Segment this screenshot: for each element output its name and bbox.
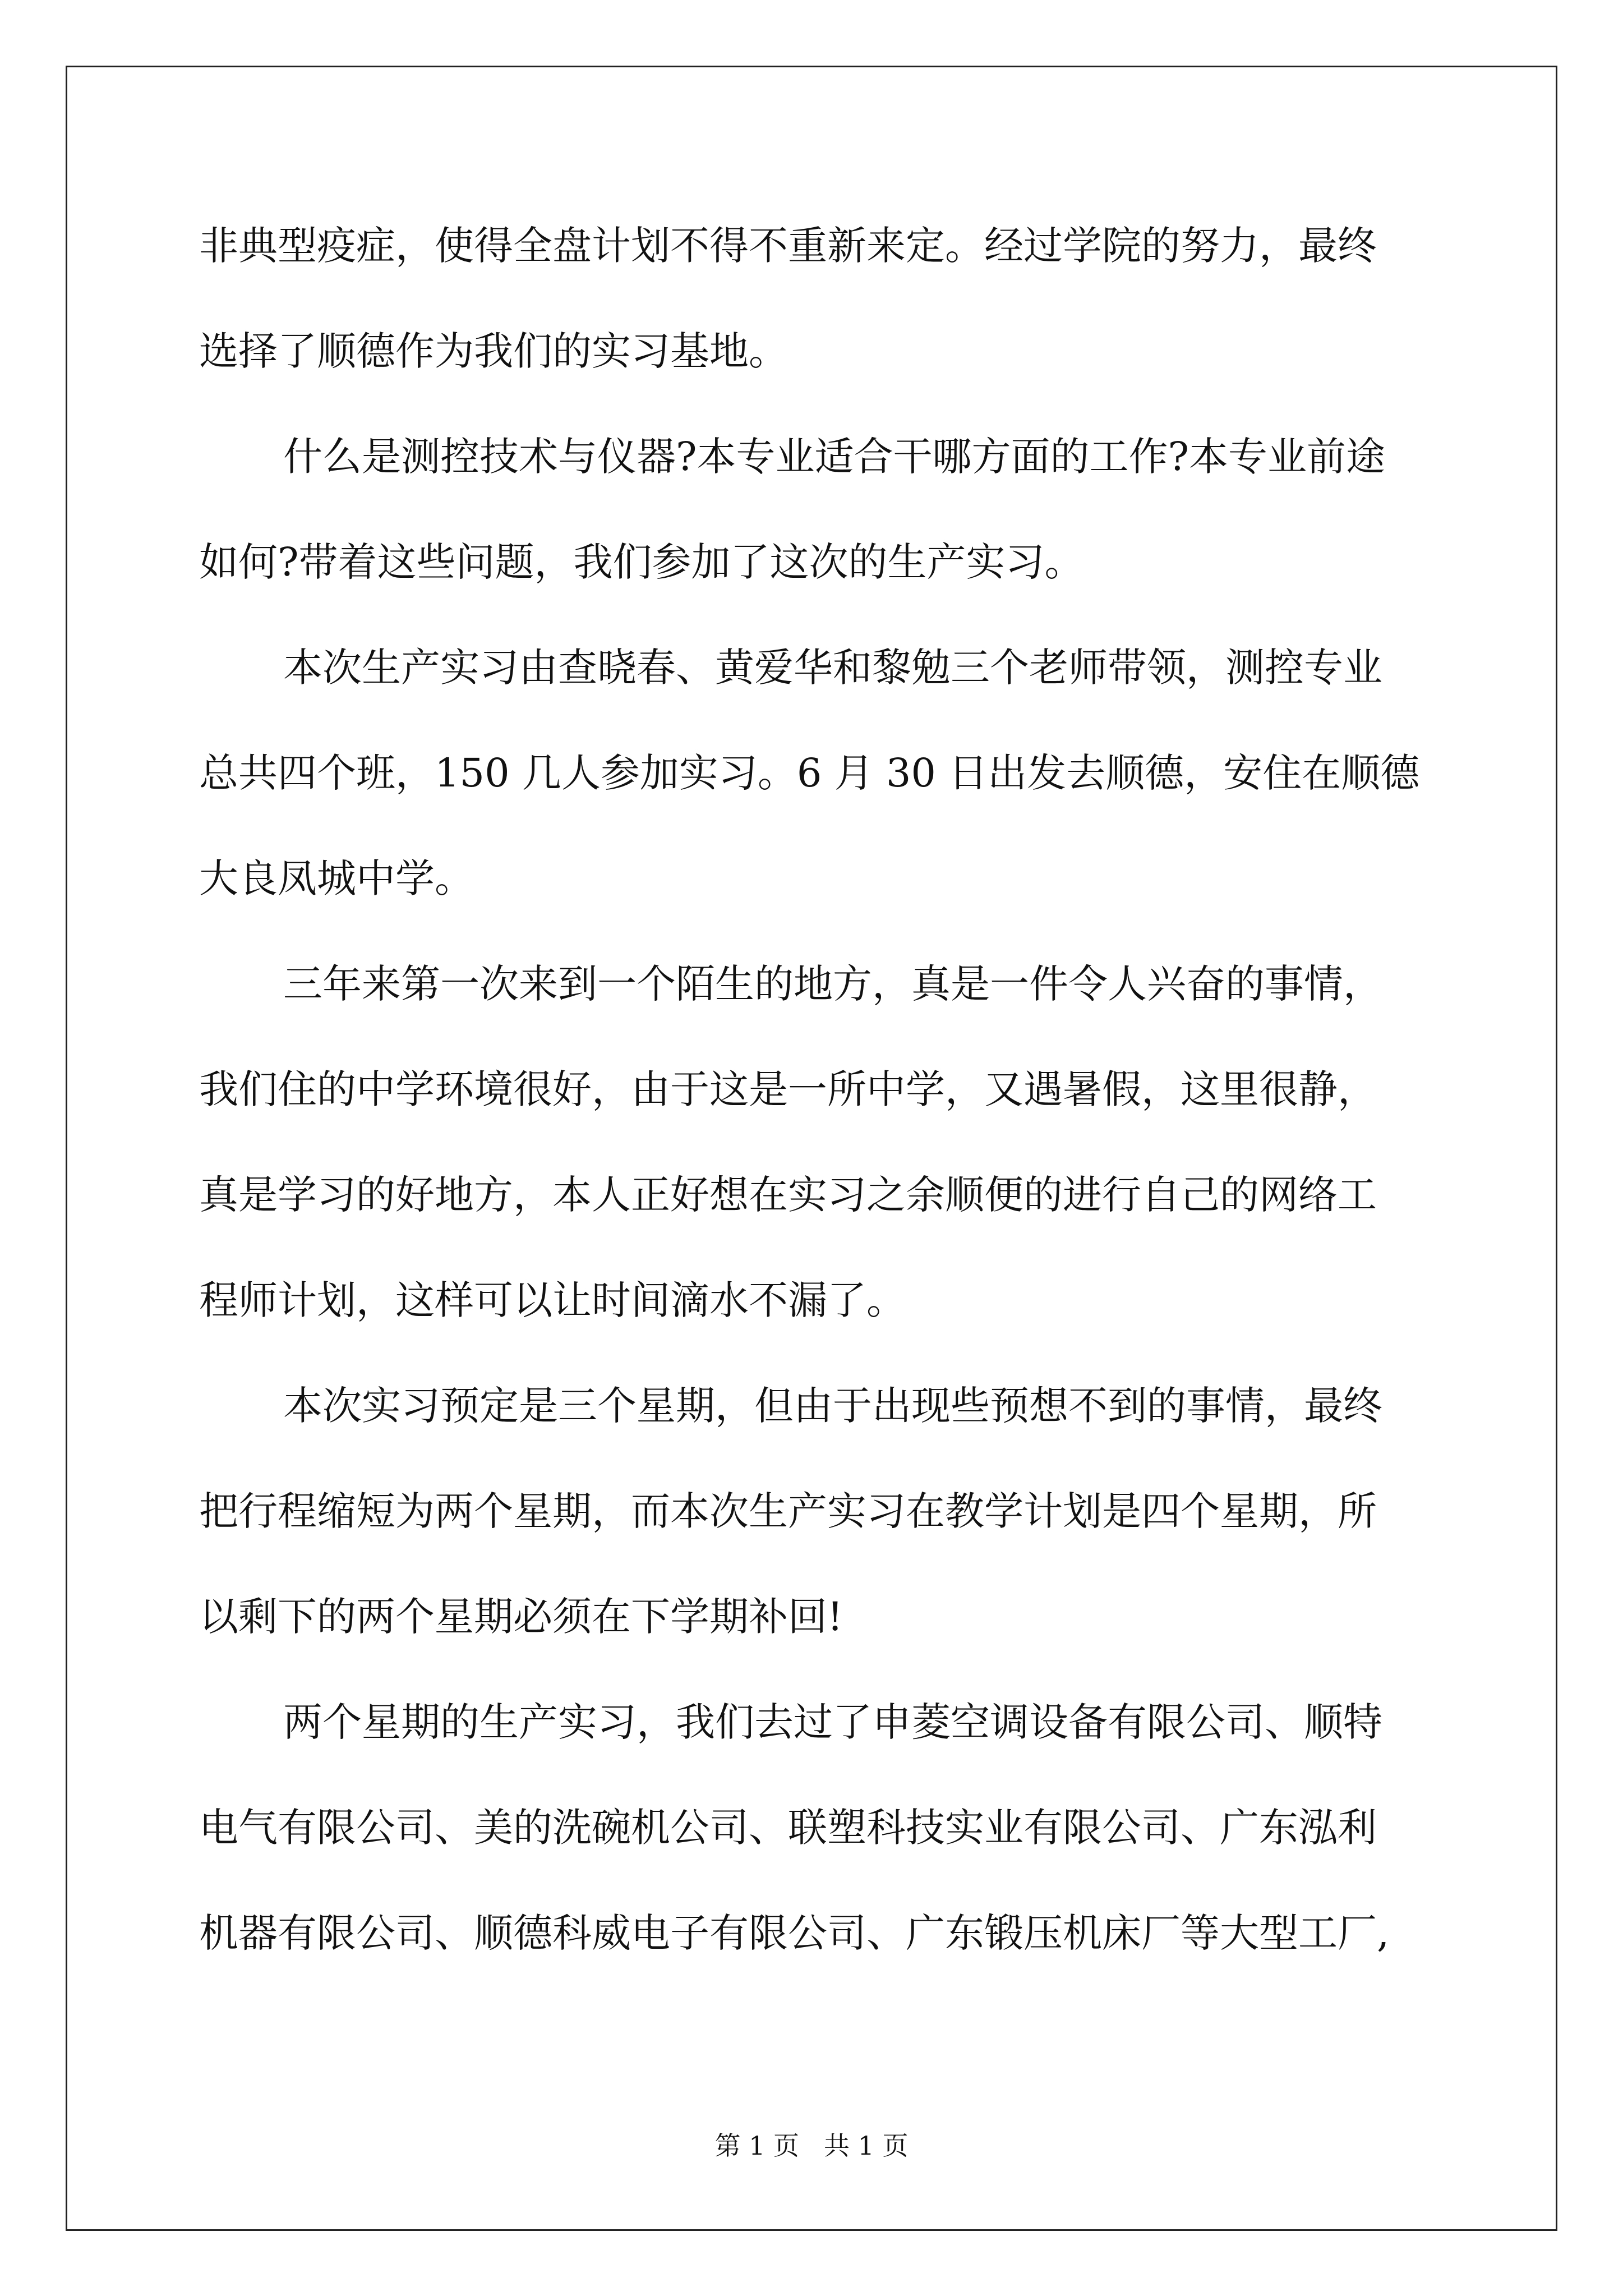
paragraph-line: 选择了顺德作为我们的实习基地。 xyxy=(199,328,788,374)
paragraph-line: 机器有限公司、顺德科威电子有限公司、广东锻压机床厂等大型工厂, xyxy=(199,1910,1390,1956)
paragraph-line: 什么是测控技术与仪器?本专业适合干哪方面的工作?本专业前途 xyxy=(283,434,1386,480)
paragraph-line: 大良凤城中学。 xyxy=(199,855,474,901)
paragraph-line: 两个星期的生产实习，我们去过了申菱空调设备有限公司、顺特 xyxy=(283,1699,1382,1745)
paragraph-line: 真是学习的好地方，本人正好想在实习之余顺便的进行自己的网络工 xyxy=(199,1172,1377,1218)
paragraph-line: 三年来第一次来到一个陌生的地方，真是一件令人兴奋的事情， xyxy=(283,961,1382,1007)
paragraph-line: 我们住的中学环境很好，由于这是一所中学，又遇暑假，这里很静， xyxy=(199,1066,1377,1112)
paragraph-line: 如何?带着这些问题，我们参加了这次的生产实习。 xyxy=(199,539,1084,585)
page-total: 共 1 页 xyxy=(823,2131,909,2161)
document-body xyxy=(199,214,1430,2007)
paragraph-line: 以剩下的两个星期必须在下学期补回! xyxy=(199,1594,843,1640)
page-footer xyxy=(0,2129,1623,2162)
paragraph-line: 把行程缩短为两个星期，而本次生产实习在教学计划是四个星期，所 xyxy=(199,1488,1377,1534)
paragraph-line: 本次实习预定是三个星期，但由于出现些预想不到的事情，最终 xyxy=(283,1383,1382,1429)
paragraph-line: 程师计划，这样可以让时间滴水不漏了。 xyxy=(199,1277,906,1323)
paragraph-line: 总共四个班，150 几人参加实习。6 月 30 日出发去顺德，安住在顺德 xyxy=(199,750,1420,796)
page-number: 第 1 页 xyxy=(714,2131,800,2161)
paragraph-line: 非典型疫症，使得全盘计划不得不重新来定。经过学院的努力，最终 xyxy=(199,223,1377,269)
paragraph-line: 本次生产实习由查晓春、黄爱华和黎勉三个老师带领，测控专业 xyxy=(283,645,1382,691)
paragraph-line: 电气有限公司、美的洗碗机公司、联塑科技实业有限公司、广东泓利 xyxy=(199,1805,1377,1851)
